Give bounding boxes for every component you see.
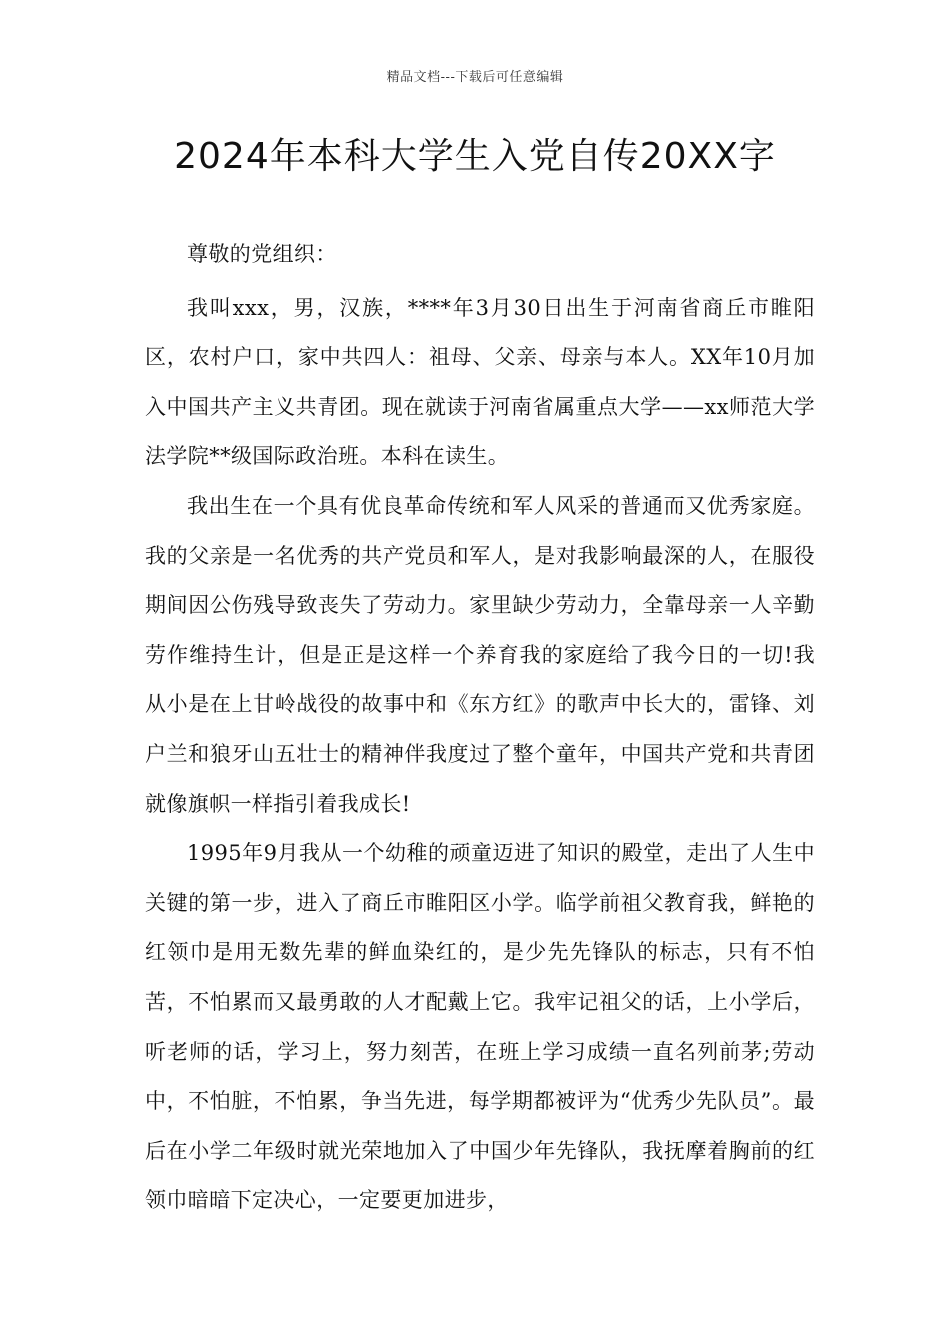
header-note: 精品文档---下载后可任意编辑 bbox=[386, 70, 564, 85]
document-title: 2024年本科大学生入党自传20XX字 bbox=[174, 136, 776, 177]
salutation: 尊敬的党组织： bbox=[187, 242, 337, 266]
paragraph-primary-school: 1995年9月我从一个幼稚的顽童迈进了知识的殿堂，走出了人生中关键的第一步，进入了商丘市睢阳区小学。临学前祖父教育我，鲜艳的红领巾是用无数先辈的鲜血染红的，是少先先锋队的标志，只有不怕苦，不怕累而又最勇敢的人才配戴上它。我牢记祖父的话，上小学后，听老师的话，学习上，努力刻苦，在班上学习成绩一直名列前茅;劳动中，不怕脏，不怕累，争当先进，每学期都被评为“优秀少先队员”。最后在小学二年级时就光荣地加入了中国少年先锋队，我抚摩着胸前的红领巾暗暗下定决心，一定要更加进步， bbox=[145, 841, 815, 1213]
paragraph-family-background: 我出生在一个具有优良革命传统和军人风采的普通而又优秀家庭。我的父亲是一名优秀的共产党员和军人，是对我影响最深的人，在服役期间因公伤残导致丧失了劳动力。家里缺少劳动力，全靠母亲一人辛勤劳作维持生计，但是正是这样一个养育我的家庭给了我今日的一切!我从小是在上甘岭战役的故事中和《东方红》的歌声中长大的，雷锋、刘户兰和狼牙山五壮士的精神伴我度过了整个童年，中国共产党和共青团就像旗帜一样指引着我成长! bbox=[145, 493, 815, 816]
paragraph-personal-info: 我叫xxx，男，汉族，****年3月30日出生于河南省商丘市睢阳区，农村户口，家中共四人：祖母、父亲、母亲与本人。XX年10月加入中国共产主义共青团。现在就读于河南省属重点大学——xx师范大学法学院**级国际政治班。本科在读生。 bbox=[145, 295, 815, 469]
document-body bbox=[145, 230, 815, 1226]
